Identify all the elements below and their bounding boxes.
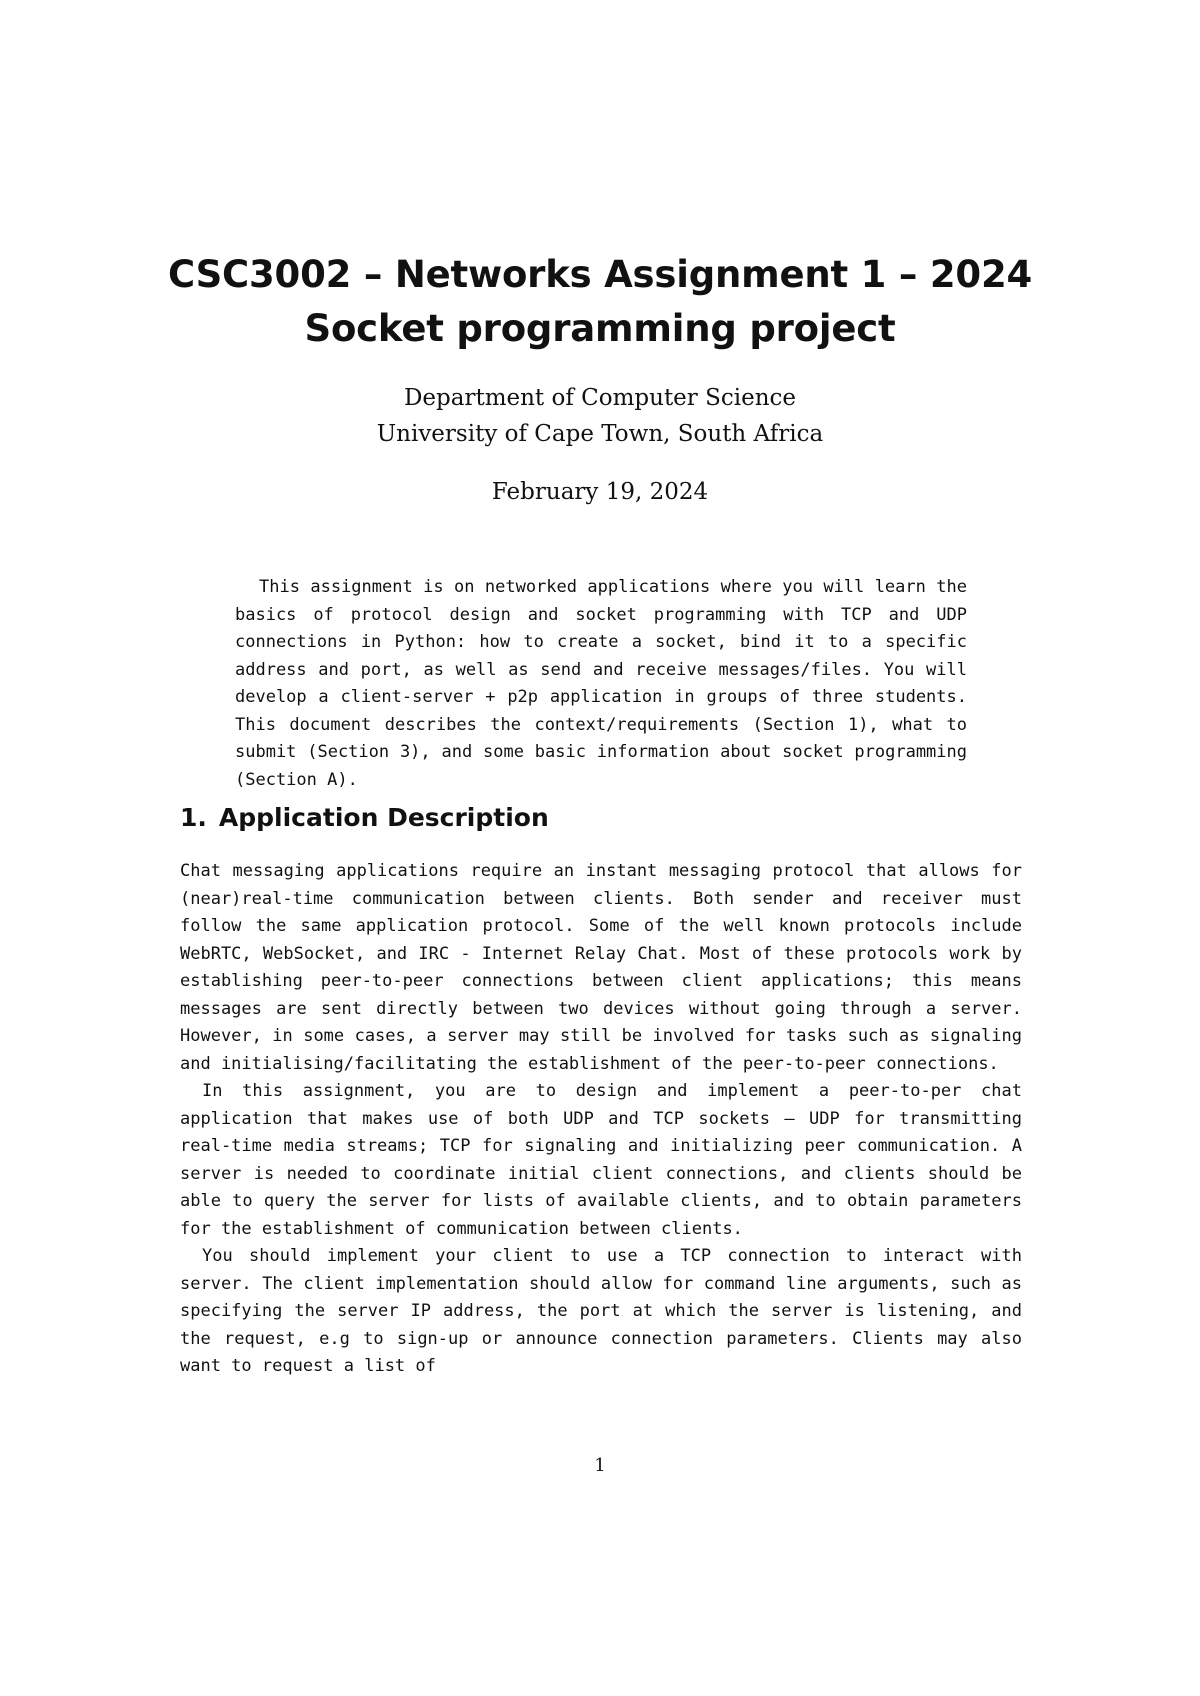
section-number: 1. — [180, 803, 207, 832]
abstract: This assignment is on networked applications where you will learn the basics of protocol design and socket programming with TCP and UDP connections in Python: how to create a socket, bind it to a specific address and port, as well as send and receive messages/files. You will develop a client-server + p2p application in groups of three students. This document describes the context/requirements (Section 1), what to submit (Section 3), and some basic information about socket programming (Section A). — [235, 577, 967, 790]
title-line-1: CSC3002 – Networks Assignment 1 – 2024 — [167, 253, 1033, 296]
section-body — [180, 858, 1022, 1381]
section-title: Application Description — [218, 803, 549, 832]
body-paragraph-2: In this assignment, you are to design and implement a peer-to-per chat application that makes use of both UDP and TCP sockets – UDP for transmitting real-time media streams; TCP for signaling and initializing peer communication. A server is needed to coordinate initial client connections, and clients should be able to query the server for lists of available clients, and to obtain parameters for the establishment of communication between clients. — [180, 1081, 1022, 1239]
document-date: February 19, 2024 — [491, 479, 709, 505]
author-block — [0, 380, 1200, 452]
title-line-2: Socket programming project — [304, 307, 896, 350]
section-heading — [180, 800, 549, 836]
title-block — [0, 248, 1200, 356]
page-number: 1 — [594, 1455, 606, 1476]
author-department: Department of Computer Science — [403, 385, 797, 411]
body-paragraph-3: You should implement your client to use a TCP connection to interact with server. The client implementation should allow for command line arguments, such as specifying the server IP address, the port at which the server is listening, and the request, e.g to sign-up or announce connection parameters. Clients may also want to request a list of — [180, 1246, 1022, 1376]
author-university: University of Cape Town, South Africa — [376, 421, 824, 447]
body-paragraph-1: Chat messaging applications require an instant messaging protocol that allows for (near)real-time communication between clients. Both sender and receiver must follow the same application protocol. Some of the well known protocols include WebRTC, WebSocket, and IRC - Internet Relay Chat. Most of these protocols work by establishing peer-to-peer connections between client applications; this means messages are sent directly between two devices without going through a server. However, in some cases, a server may still be involved for tasks such as signaling and initialising/facilitating the establishment of the peer-to-peer connections. — [180, 861, 1022, 1074]
